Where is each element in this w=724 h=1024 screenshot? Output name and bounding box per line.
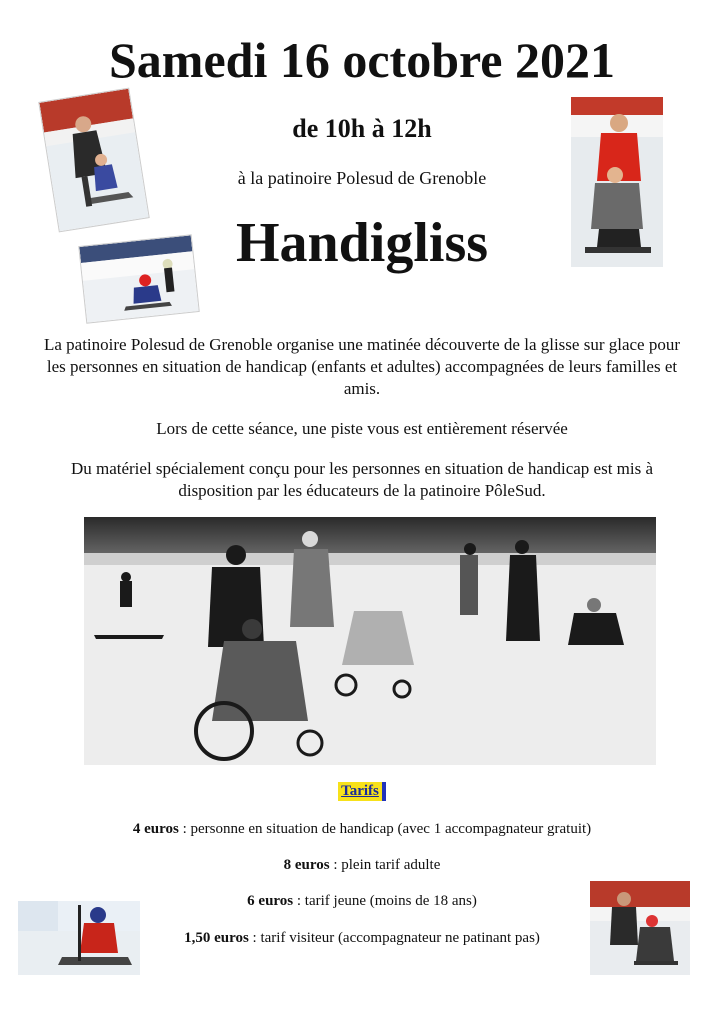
photo-child-in-sledge — [18, 901, 140, 975]
tarif-price: 4 euros — [132, 821, 179, 837]
page-title: Samedi 16 octobre 2021 — [109, 32, 615, 88]
photo-woman-with-child-sledge — [38, 88, 150, 233]
tarif-price: 1,50 euros — [184, 930, 249, 946]
tarif-desc: : tarif jeune (moins de 18 ans) — [293, 893, 477, 909]
description-paragraph-2: Lors de cette séance, une piste vous est entièrement réservée — [156, 419, 568, 438]
event-venue: à la patinoire Polesud de Grenoble — [237, 168, 487, 188]
tarif-desc: : plein tarif adulte — [329, 857, 441, 873]
photo-child-sledge-hockey — [78, 234, 200, 323]
tarif-item — [0, 821, 724, 838]
description-paragraph-3: Du matériel spécialement conçu pour les personnes en situation de handicap est mis à disposition par les éducateurs de la patinoire PôleSud. — [70, 459, 654, 500]
tarifs-label: Tarifs — [338, 782, 386, 801]
event-name: Handigliss — [235, 212, 489, 274]
description-paragraph-1: La patinoire Polesud de Grenoble organise une matinée découverte de la glisse sur glace pour les personnes en situation de handicap (enfants et adultes) accompagnées de leurs familles et amis. — [43, 335, 681, 398]
tarif-price: 8 euros — [283, 857, 330, 873]
photo-ice-rink-session — [84, 517, 656, 765]
tarif-desc: : personne en situation de handicap (avec 1 accompagnateur gratuit) — [178, 821, 592, 837]
photo-woman-pushing-sledge — [571, 97, 663, 267]
photo-man-pushing-sledge — [590, 881, 690, 975]
tarif-price: 6 euros — [247, 893, 294, 909]
tarif-desc: : tarif visiteur (accompagnateur ne patinant pas) — [248, 930, 540, 946]
tarif-item — [0, 857, 724, 874]
event-time: de 10h à 12h — [292, 114, 432, 143]
